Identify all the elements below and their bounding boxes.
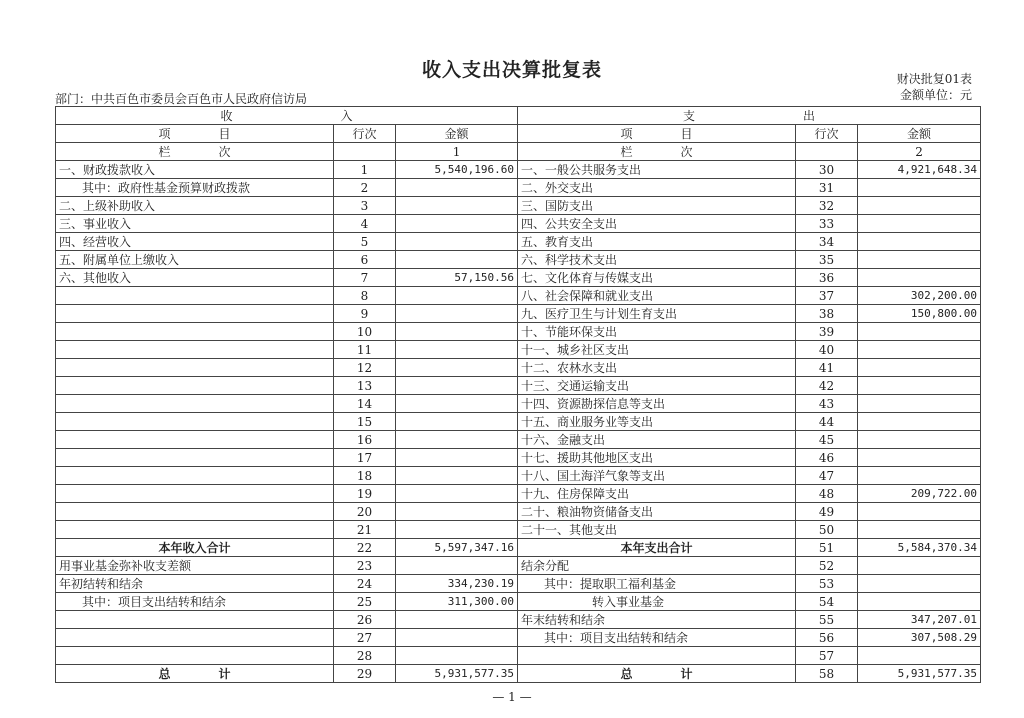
- table-row: [56, 341, 981, 359]
- income-rowno-cell: 15: [334, 413, 396, 431]
- income-rowno-cell: 28: [334, 647, 396, 665]
- header-row-section: [56, 107, 981, 125]
- income-rowno-cell: 21: [334, 521, 396, 539]
- income-rowno-cell: 24: [334, 575, 396, 593]
- expense-rowno-cell: 33: [796, 215, 858, 233]
- income-item-cell: 总 计: [56, 665, 334, 683]
- header-row-columns: [56, 125, 981, 143]
- expense-rowno-cell: 57: [796, 647, 858, 665]
- expense-rowno-cell: 32: [796, 197, 858, 215]
- income-rowno-cell: 20: [334, 503, 396, 521]
- expense-amount-cell: 5,584,370.34: [858, 539, 981, 557]
- expense-rowno-cell: 31: [796, 179, 858, 197]
- expense-column-rowno: [796, 143, 858, 161]
- income-header: 收 入: [56, 107, 518, 125]
- table-row: [56, 305, 981, 323]
- table-row: [56, 395, 981, 413]
- income-amount-cell: [396, 611, 518, 629]
- expense-amount-cell: [858, 467, 981, 485]
- page-title: 收入支出决算批复表: [421, 59, 602, 81]
- expense-item-cell: 二十、粮油物资储备支出: [518, 503, 796, 521]
- income-rowno-cell: 10: [334, 323, 396, 341]
- income-amount-cell: [396, 341, 518, 359]
- expense-amount-cell: 150,800.00: [858, 305, 981, 323]
- expense-rowno-cell: 46: [796, 449, 858, 467]
- expense-amount-cell: [858, 179, 981, 197]
- income-rowno-cell: 13: [334, 377, 396, 395]
- expense-item-cell: 八、社会保障和就业支出: [518, 287, 796, 305]
- expense-item-cell: 三、国防支出: [518, 197, 796, 215]
- income-item-cell: 三、事业收入: [56, 215, 334, 233]
- income-amount-cell: 334,230.19: [396, 575, 518, 593]
- expense-rowno-cell: 35: [796, 251, 858, 269]
- amount-unit: 金额单位：元: [899, 88, 972, 102]
- income-item-cell: [56, 287, 334, 305]
- expense-rowno-cell: 50: [796, 521, 858, 539]
- income-amount-cell: [396, 431, 518, 449]
- expense-item-cell: 十、节能环保支出: [518, 323, 796, 341]
- expense-rowno-cell: 58: [796, 665, 858, 683]
- income-amount-cell: [396, 485, 518, 503]
- income-amount-cell: [396, 503, 518, 521]
- expense-item-cell: 十九、住房保障支出: [518, 485, 796, 503]
- expense-rowno-cell: 40: [796, 341, 858, 359]
- table-row: [56, 431, 981, 449]
- expense-item-cell: [518, 647, 796, 665]
- expense-rowno-cell: 52: [796, 557, 858, 575]
- income-item-cell: 五、附属单位上缴收入: [56, 251, 334, 269]
- expense-amount-cell: 209,722.00: [858, 485, 981, 503]
- income-rowno-cell: 22: [334, 539, 396, 557]
- expense-amount-cell: [858, 341, 981, 359]
- income-item-cell: [56, 485, 334, 503]
- income-item-cell: 其中：项目支出结转和结余: [56, 593, 334, 611]
- income-column-index: 1: [396, 143, 518, 161]
- income-rowno-cell: 5: [334, 233, 396, 251]
- expense-amount-cell: [858, 521, 981, 539]
- expense-amount-cell: 347,207.01: [858, 611, 981, 629]
- income-rowno-cell: 3: [334, 197, 396, 215]
- income-rowno-cell: 25: [334, 593, 396, 611]
- income-item-cell: [56, 305, 334, 323]
- income-amount-cell: [396, 557, 518, 575]
- table-row: [56, 251, 981, 269]
- table-row: [56, 161, 981, 179]
- income-amount-cell: [396, 197, 518, 215]
- expense-item-header: 项 目: [518, 125, 796, 143]
- income-amount-cell: [396, 215, 518, 233]
- expense-rowno-cell: 53: [796, 575, 858, 593]
- income-rowno-cell: 26: [334, 611, 396, 629]
- income-amount-cell: [396, 629, 518, 647]
- table-row: [56, 359, 981, 377]
- income-rowno-cell: 29: [334, 665, 396, 683]
- expense-rowno-cell: 43: [796, 395, 858, 413]
- expense-amount-cell: 4,921,648.34: [858, 161, 981, 179]
- income-rowno-cell: 14: [334, 395, 396, 413]
- table-row: [56, 539, 981, 557]
- table-row: [56, 557, 981, 575]
- income-item-cell: 其中：政府性基金预算财政拨款: [56, 179, 334, 197]
- income-rowno-cell: 11: [334, 341, 396, 359]
- table-row: [56, 413, 981, 431]
- income-item-cell: [56, 629, 334, 647]
- income-rowno-cell: 6: [334, 251, 396, 269]
- expense-amount-cell: 5,931,577.35: [858, 665, 981, 683]
- income-amount-cell: [396, 251, 518, 269]
- expense-item-cell: 十六、金融支出: [518, 431, 796, 449]
- expense-rowno-cell: 56: [796, 629, 858, 647]
- expense-rowno-cell: 38: [796, 305, 858, 323]
- income-rowno-cell: 19: [334, 485, 396, 503]
- income-item-cell: [56, 449, 334, 467]
- income-amount-cell: [396, 521, 518, 539]
- expense-item-cell: 结余分配: [518, 557, 796, 575]
- expense-item-cell: 其中：项目支出结转和结余: [518, 629, 796, 647]
- expense-item-cell: 十二、农林水支出: [518, 359, 796, 377]
- expense-column-label: 栏 次: [518, 143, 796, 161]
- expense-amount-cell: [858, 197, 981, 215]
- income-item-cell: [56, 431, 334, 449]
- table-row: [56, 593, 981, 611]
- page-number: — 1 —: [492, 690, 532, 704]
- table-row: [56, 629, 981, 647]
- income-amount-cell: [396, 377, 518, 395]
- header-row-column-index: [56, 143, 981, 161]
- table-row: [56, 233, 981, 251]
- expense-item-cell: 总 计: [518, 665, 796, 683]
- income-rowno-cell: 18: [334, 467, 396, 485]
- expense-amount-cell: [858, 593, 981, 611]
- income-rowno-cell: 7: [334, 269, 396, 287]
- expense-item-cell: 十七、援助其他地区支出: [518, 449, 796, 467]
- income-rowno-cell: 27: [334, 629, 396, 647]
- income-rowno-cell: 8: [334, 287, 396, 305]
- table-row: [56, 521, 981, 539]
- income-item-cell: [56, 395, 334, 413]
- income-amount-cell: 5,931,577.35: [396, 665, 518, 683]
- expense-amount-cell: [858, 251, 981, 269]
- expense-item-cell: 一、一般公共服务支出: [518, 161, 796, 179]
- expense-amount-cell: 307,508.29: [858, 629, 981, 647]
- expense-item-cell: 年末结转和结余: [518, 611, 796, 629]
- income-rowno-cell: 2: [334, 179, 396, 197]
- table-row: [56, 503, 981, 521]
- table-row: [56, 323, 981, 341]
- income-item-cell: 年初结转和结余: [56, 575, 334, 593]
- income-amount-cell: [396, 395, 518, 413]
- expense-rowno-cell: 36: [796, 269, 858, 287]
- income-item-cell: [56, 377, 334, 395]
- expense-amount-cell: [858, 323, 981, 341]
- income-rowno-cell: 17: [334, 449, 396, 467]
- income-item-cell: [56, 323, 334, 341]
- table-row: [56, 647, 981, 665]
- expense-amount-cell: 302,200.00: [858, 287, 981, 305]
- table-row: [56, 287, 981, 305]
- table-row: [56, 197, 981, 215]
- income-amount-cell: 311,300.00: [396, 593, 518, 611]
- expense-item-cell: 十五、商业服务业等支出: [518, 413, 796, 431]
- income-amount-cell: [396, 287, 518, 305]
- table-row: [56, 215, 981, 233]
- expense-item-cell: 十四、资源勘探信息等支出: [518, 395, 796, 413]
- table-row: [56, 179, 981, 197]
- expense-amount-cell: [858, 377, 981, 395]
- expense-rowno-cell: 55: [796, 611, 858, 629]
- income-amount-cell: [396, 449, 518, 467]
- income-amount-cell: 5,597,347.16: [396, 539, 518, 557]
- income-rowno-cell: 9: [334, 305, 396, 323]
- table-row: [56, 611, 981, 629]
- expense-item-cell: 五、教育支出: [518, 233, 796, 251]
- income-amount-cell: [396, 359, 518, 377]
- budget-table: [55, 106, 981, 683]
- income-amount-cell: [396, 305, 518, 323]
- expense-item-cell: 其中：提取职工福利基金: [518, 575, 796, 593]
- income-amount-cell: [396, 323, 518, 341]
- table-row: [56, 485, 981, 503]
- income-amount-cell: 57,150.56: [396, 269, 518, 287]
- expense-item-cell: 二十一、其他支出: [518, 521, 796, 539]
- income-amount-cell: [396, 413, 518, 431]
- expense-item-cell: 二、外交支出: [518, 179, 796, 197]
- expense-item-cell: 四、公共安全支出: [518, 215, 796, 233]
- table-row: [56, 377, 981, 395]
- expense-amount-cell: [858, 413, 981, 431]
- table-row: [56, 449, 981, 467]
- expense-item-cell: 十一、城乡社区支出: [518, 341, 796, 359]
- expense-amount-cell: [858, 575, 981, 593]
- income-rowno-cell: 23: [334, 557, 396, 575]
- income-item-cell: 二、上级补助收入: [56, 197, 334, 215]
- expense-amount-header: 金额: [858, 125, 981, 143]
- income-rowno-cell: 1: [334, 161, 396, 179]
- expense-item-cell: 十八、国土海洋气象等支出: [518, 467, 796, 485]
- income-rowno-header: 行次: [334, 125, 396, 143]
- expense-rowno-cell: 51: [796, 539, 858, 557]
- income-rowno-cell: 4: [334, 215, 396, 233]
- income-amount-cell: [396, 467, 518, 485]
- income-item-cell: [56, 341, 334, 359]
- income-item-cell: [56, 413, 334, 431]
- income-item-header: 项 目: [56, 125, 334, 143]
- expense-header: 支 出: [518, 107, 981, 125]
- expense-rowno-header: 行次: [796, 125, 858, 143]
- income-item-cell: 用事业基金弥补收支差额: [56, 557, 334, 575]
- form-code: 财决批复01表: [896, 72, 972, 86]
- expense-amount-cell: [858, 215, 981, 233]
- income-amount-cell: [396, 647, 518, 665]
- expense-amount-cell: [858, 431, 981, 449]
- expense-rowno-cell: 34: [796, 233, 858, 251]
- expense-amount-cell: [858, 449, 981, 467]
- income-amount-cell: [396, 233, 518, 251]
- expense-item-cell: 六、科学技术支出: [518, 251, 796, 269]
- income-item-cell: [56, 647, 334, 665]
- income-item-cell: [56, 611, 334, 629]
- expense-rowno-cell: 42: [796, 377, 858, 395]
- expense-item-cell: 本年支出合计: [518, 539, 796, 557]
- expense-item-cell: 七、文化体育与传媒支出: [518, 269, 796, 287]
- expense-rowno-cell: 41: [796, 359, 858, 377]
- expense-item-cell: 十三、交通运输支出: [518, 377, 796, 395]
- expense-rowno-cell: 37: [796, 287, 858, 305]
- expense-rowno-cell: 45: [796, 431, 858, 449]
- income-item-cell: [56, 503, 334, 521]
- income-item-cell: [56, 467, 334, 485]
- expense-amount-cell: [858, 269, 981, 287]
- income-item-cell: [56, 359, 334, 377]
- expense-amount-cell: [858, 233, 981, 251]
- expense-item-cell: 转入事业基金: [518, 593, 796, 611]
- expense-rowno-cell: 54: [796, 593, 858, 611]
- income-column-label: 栏 次: [56, 143, 334, 161]
- table-row: [56, 269, 981, 287]
- income-amount-cell: [396, 179, 518, 197]
- income-rowno-cell: 16: [334, 431, 396, 449]
- income-item-cell: 六、其他收入: [56, 269, 334, 287]
- income-item-cell: 本年收入合计: [56, 539, 334, 557]
- income-column-rowno: [334, 143, 396, 161]
- expense-rowno-cell: 30: [796, 161, 858, 179]
- table-row: [56, 467, 981, 485]
- income-item-cell: [56, 521, 334, 539]
- income-amount-cell: 5,540,196.60: [396, 161, 518, 179]
- expense-rowno-cell: 47: [796, 467, 858, 485]
- expense-rowno-cell: 44: [796, 413, 858, 431]
- expense-item-cell: 九、医疗卫生与计划生育支出: [518, 305, 796, 323]
- expense-amount-cell: [858, 557, 981, 575]
- expense-rowno-cell: 39: [796, 323, 858, 341]
- expense-column-index: 2: [858, 143, 981, 161]
- expense-amount-cell: [858, 647, 981, 665]
- income-item-cell: 一、财政拨款收入: [56, 161, 334, 179]
- expense-amount-cell: [858, 503, 981, 521]
- income-amount-header: 金额: [396, 125, 518, 143]
- expense-amount-cell: [858, 395, 981, 413]
- income-rowno-cell: 12: [334, 359, 396, 377]
- table-row: [56, 575, 981, 593]
- expense-amount-cell: [858, 359, 981, 377]
- income-item-cell: 四、经营收入: [56, 233, 334, 251]
- table-row: [56, 665, 981, 683]
- expense-rowno-cell: 48: [796, 485, 858, 503]
- expense-rowno-cell: 49: [796, 503, 858, 521]
- department-label: 部门：中共百色市委员会百色市人民政府信访局: [55, 92, 308, 106]
